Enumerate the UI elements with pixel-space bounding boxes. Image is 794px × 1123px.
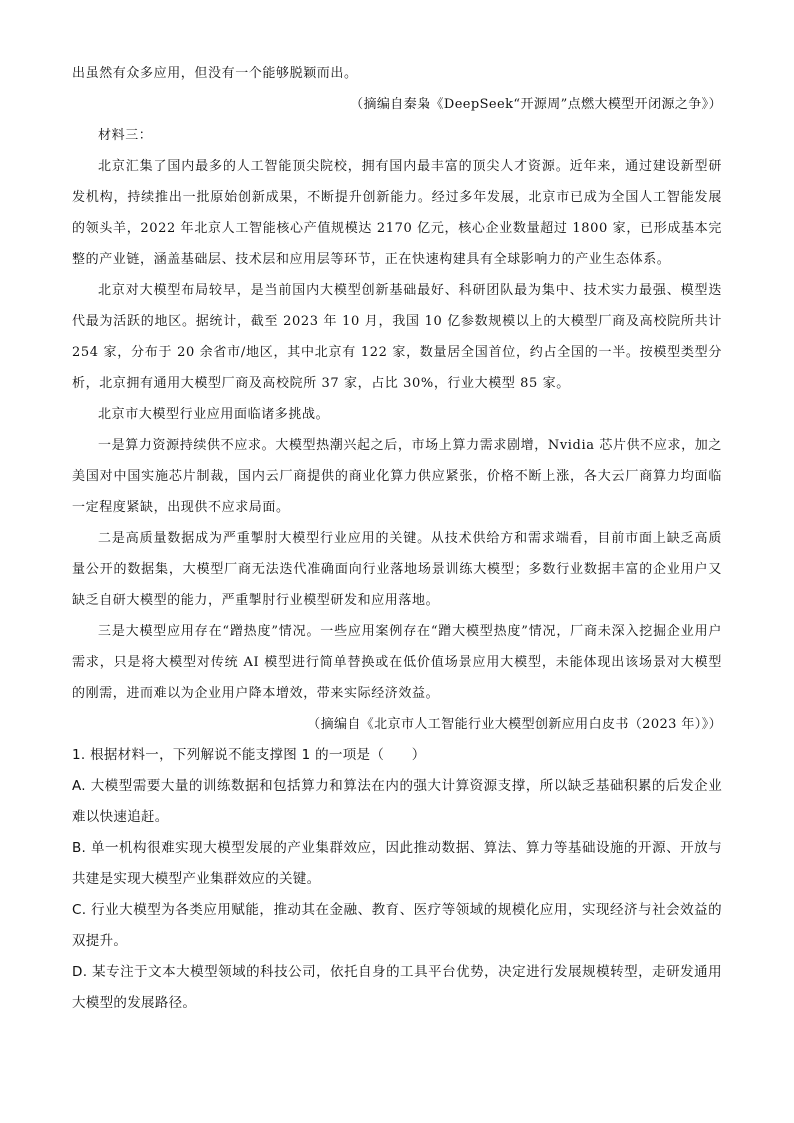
- document-page: [72, 58, 722, 1019]
- material2-source: （摘编自秦枭《DeepSeek“开源周”点燃大模型开闭源之争》）: [350, 97, 722, 112]
- option-c: C. 行业大模型为各类应用赋能，推动其在金融、教育、医疗等领域的规模化应用，实现经济与社会效益的双提升。: [72, 902, 722, 949]
- material3-paragraph: 北京汇集了国内最多的人工智能顶尖院校，拥有国内最丰富的顶尖人才资源。近年来，通过建设新型研发机构，持续推出一批原始创新成果，不断提升创新能力。经过多年发展，北京市已成为全国人工智能发展的领头羊，2022 年北京人工智能核心产值规模达 2170 亿元，核心企业数量超过 1800 家，已形成基本完整的产业链，涵盖基础层、技术层和应用层等环节，正在快速构建具有全球影响力的产业生态体系。: [72, 159, 722, 267]
- material3-paragraph: 北京对大模型布局较早，是当前国内大模型创新基础最好、科研团队最为集中、技术实力最强、模型迭代最为活跃的地区。据统计，截至 2023 年 10 月，我国 10 亿参数规模以上的大模型厂商及高校院所共计 254 家，分布于 20 余省市/地区，其中北京有 122 家，数量居全国首位，约占全国的一半。按模型类型分析，北京拥有通用大模型厂商及高校院所 37 家，占比 30%，行业大模型 85 家。: [72, 283, 722, 391]
- option-a: A. 大模型需要大量的训练数据和包括算力和算法在内的强大计算资源支撑，所以缺乏基础积累的后发企业难以快速追赶。: [72, 778, 722, 825]
- material3-paragraph: 二是高质量数据成为严重掣肘大模型行业应用的关键。从技术供给方和需求端看，目前市面上缺乏高质量公开的数据集，大模型厂商无法迭代准确面向行业落地场景训练大模型；多数行业数据丰富的企业用户又缺乏自研大模型的能力，严重掣肘行业模型研发和应用落地。: [72, 531, 722, 608]
- question-stem: 1. 根据材料一，下列解说不能支撑图 1 的一项是（ ）: [72, 747, 426, 763]
- option-b: B. 单一机构很难实现大模型发展的产业集群效应，因此推动数据、算法、算力等基础设施的开源、开放与共建是实现大模型产业集群效应的关键。: [72, 840, 722, 887]
- material3-heading: 材料三：: [98, 128, 153, 143]
- material2-tail: 出虽然有众多应用，但没有一个能够脱颖而出。: [72, 66, 358, 81]
- material3-paragraph: 三是大模型应用存在“蹭热度”情况。一些应用案例存在“蹭大模型热度”情况，厂商未深入挖掘企业用户需求，只是将大模型对传统 AI 模型进行简单替换或在低价值场景应用大模型，未能体现出该场景对大模型的刚需，进而难以为企业用户降本增效，带来实际经济效益。: [72, 624, 722, 701]
- material3-paragraph: 一是算力资源持续供不应求。大模型热潮兴起之后，市场上算力需求剧增，Nvidia 芯片供不应求，加之美国对中国实施芯片制裁，国内云厂商提供的商业化算力供应紧张，价格不断上涨，各大云厂商算力均面临一定程度紧缺，出现供不应求局面。: [72, 438, 722, 515]
- material3-paragraph: 北京市大模型行业应用面临诸多挑战。: [98, 407, 330, 422]
- material3-source: （摘编自《北京市人工智能行业大模型创新应用白皮书（2023 年）》）: [307, 717, 722, 732]
- option-d: D. 某专注于文本大模型领域的科技公司，依托自身的工具平台优势，决定进行发展规模转型，走研发通用大模型的发展路径。: [72, 964, 722, 1011]
